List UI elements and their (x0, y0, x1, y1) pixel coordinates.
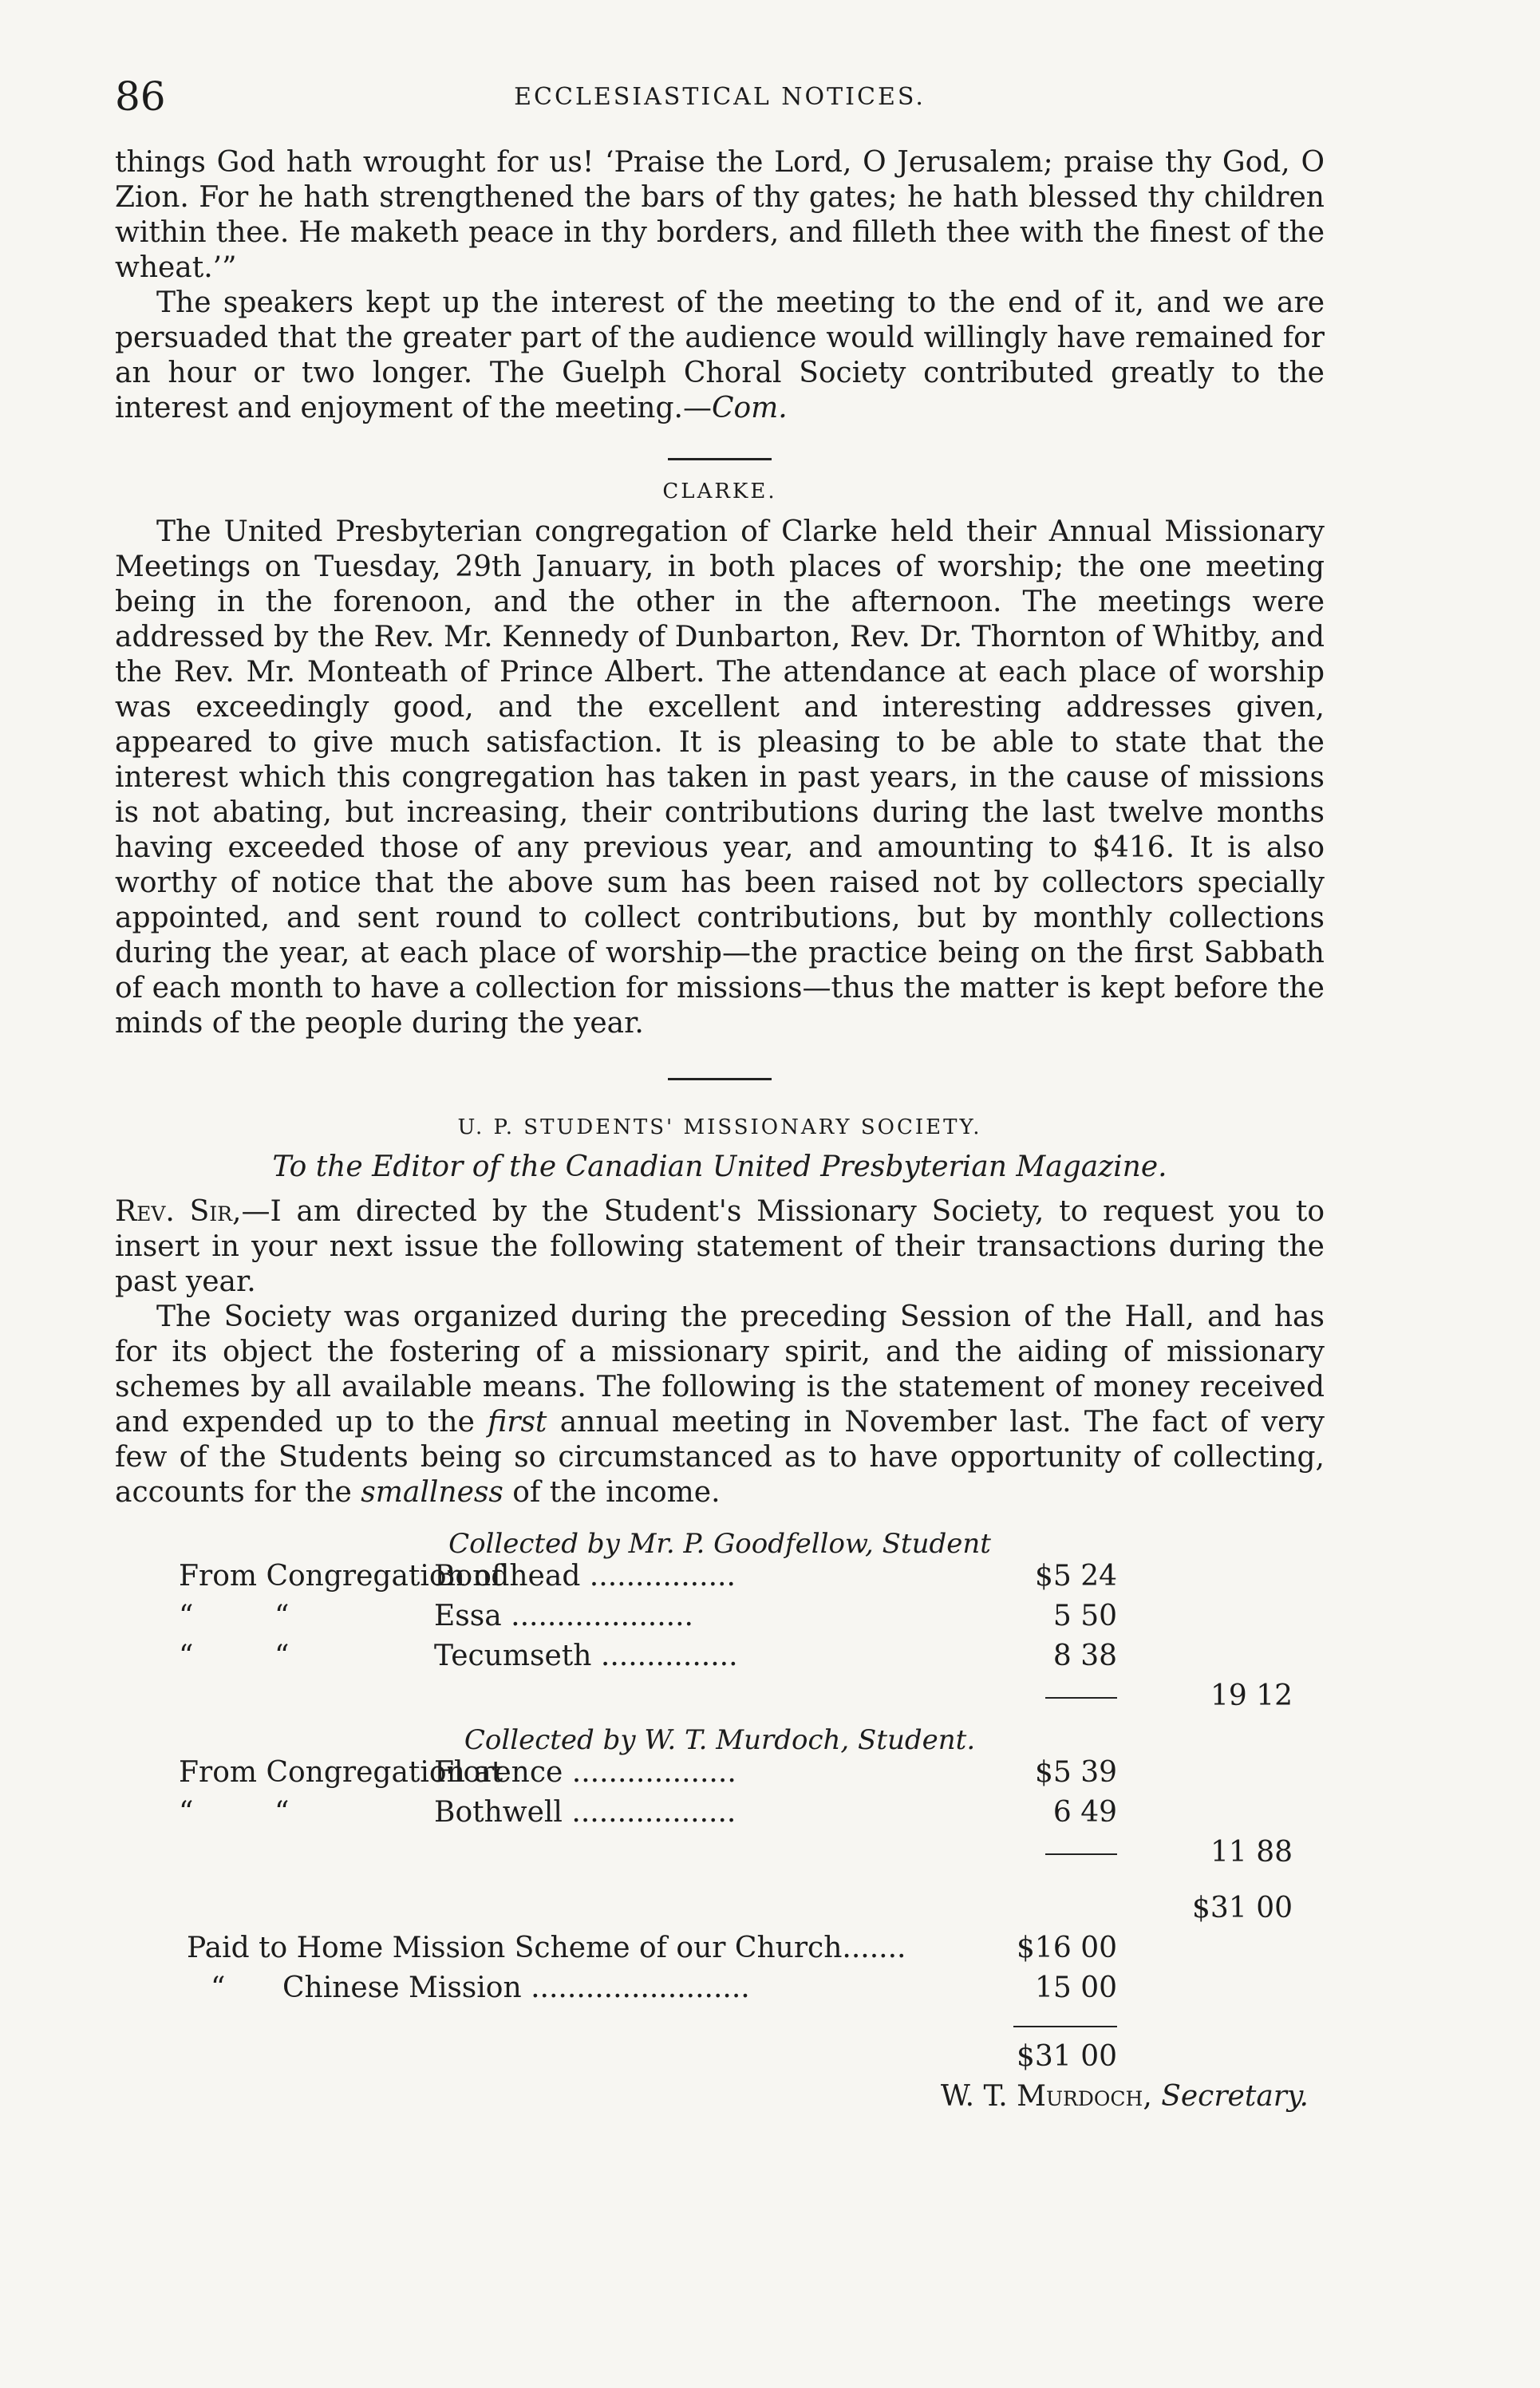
account-subtotal-row (115, 1836, 1325, 1876)
emphasis-first: first (488, 1406, 547, 1439)
society-heading: U. P. STUDENTS' MISSIONARY SOCIETY. (457, 1115, 982, 1139)
society-paragraph-1-text: —I am directed by the Student's Missionary Society, to request you to insert in your next issue the following statement of their transactions during the past year. (115, 1195, 1325, 1298)
ditto-mark: “ (274, 1796, 290, 1829)
salutation: Rev. Sir, (115, 1195, 242, 1228)
payment-total: $31 00 (1017, 2040, 1117, 2073)
grand-total-row (115, 1892, 1325, 1932)
emphasis-smallness: smallness (361, 1476, 503, 1509)
account-from-label: From Congregation at (179, 1756, 503, 1789)
account-row (115, 1560, 1325, 1600)
ditto-mark: “ (274, 1600, 290, 1632)
ditto-mark: “ (179, 1640, 194, 1672)
account-amount: $5 39 (1034, 1756, 1117, 1789)
section-divider (668, 1078, 772, 1080)
signature (115, 2080, 1325, 2113)
ditto-mark: “ (179, 1600, 194, 1632)
signature-title: Secretary. (1161, 2080, 1309, 2113)
sum-rule (1045, 1697, 1117, 1699)
ditto-mark: “ (274, 1640, 290, 1672)
account-place: Bondhead ................ (434, 1560, 736, 1593)
running-title: ECCLESIASTICAL NOTICES. (514, 83, 926, 111)
payment-rule-row (115, 2011, 1325, 2040)
society-paragraph-1 (115, 1194, 1325, 1300)
account-amount: $5 24 (1034, 1560, 1117, 1593)
account-subtotal: 11 88 (1210, 1836, 1293, 1869)
grand-total: $31 00 (1192, 1892, 1293, 1924)
clarke-heading: CLARKE. (662, 480, 777, 503)
society-address: To the Editor of the Canadian United Presbyterian Magazine. (272, 1151, 1167, 1183)
payment-label: Chinese Mission ........................ (282, 1972, 750, 2004)
payment-row (115, 1932, 1325, 1972)
society-paragraph-2-part-b: annual meeting in November last. The fact of very few of the Students being so circumstanced as to have opportunity of collecting, accounts for the (115, 1406, 1325, 1509)
page-header (115, 73, 1325, 121)
account-amount: 5 50 (1052, 1600, 1117, 1632)
signature-name: W. T. Murdoch, (940, 2080, 1152, 2113)
account-row (115, 1600, 1325, 1640)
intro-paragraph-2-text: The speakers kept up the interest of the meeting to the end of it, and we are persuaded that the greater part of the audience would willingly have remained for an hour or two longer. The Guelph Choral Society contributed greatly to the interest and enjoyment of the meeting.— (115, 286, 1325, 424)
page-number: 86 (115, 73, 166, 120)
payment-amount: 15 00 (1034, 1972, 1117, 2004)
account-subtotal-row (115, 1679, 1325, 1719)
page (115, 73, 1325, 2113)
payment-row (115, 1972, 1325, 2011)
account-place: Bothwell .................. (434, 1796, 736, 1829)
account-place: Essa .................... (434, 1600, 694, 1632)
payment-amount: $16 00 (1017, 1932, 1117, 1964)
account-caption-2: Collected by W. T. Murdoch, Student. (464, 1724, 976, 1756)
society-paragraph-2-part-a: The Society was organized during the preceding Session of the Hall, and has for its object the fostering of a missionary spirit, and the aiding of missionary schemes by all available means. The following is the statement of money received and expended up to the (115, 1301, 1325, 1439)
account-place: Florence .................. (434, 1756, 736, 1789)
intro-signature: Com. (711, 392, 788, 424)
payment-label: Paid to Home Mission Scheme of our Church....... (187, 1932, 906, 1964)
society-paragraph-2-part-c: of the income. (503, 1476, 721, 1509)
clarke-body: The United Presbyterian congregation of Clarke held their Annual Missionary Meetings on Tuesday, 29th January, in both places of worship; the one meeting being in the forenoon, and the other in the afternoon. The meetings were addressed by the Rev. Mr. Kennedy of Dunbarton, Rev. Dr. Thornton of Whitby, and the Rev. Mr. Monteath of Prince Albert. The attendance at each place of worship was exceedingly good, and the excellent and interesting addresses given, appeared to give much satisfaction. It is pleasing to be able to state that the interest which this congregation has taken in past years, in the cause of missions is not abating, but increasing, their contributions during the last twelve months having exceeded those of any previous year, and amounting to $416. It is also worthy of notice that the above sum has been raised not by collectors specially appointed, and sent round to collect contributions, but by monthly collections during the year, at each place of worship—the practice being on the first Sabbath of each month to have a collection for missions—thus the matter is kept before the minds of the people during the year. (115, 515, 1325, 1040)
sum-rule (1013, 2026, 1117, 2027)
ditto-mark: “ (179, 1796, 194, 1829)
payment-total-row (115, 2040, 1325, 2080)
intro-paragraph-2 (115, 286, 1325, 426)
account-row (115, 1756, 1325, 1796)
intro-paragraph-1: things God hath wrought for us! ‘Praise the Lord, O Jerusalem; praise thy God, O Zion. For he hath strengthened the bars of thy gates; he hath blessed thy children within thee. He maketh peace in thy borders, and filleth thee with the finest of the wheat.’” (115, 146, 1325, 284)
account-amount: 8 38 (1052, 1640, 1117, 1672)
account-amount: 6 49 (1052, 1796, 1117, 1829)
account-row (115, 1640, 1325, 1679)
account-row (115, 1796, 1325, 1836)
account-place: Tecumseth ............... (434, 1640, 738, 1672)
account-caption-1: Collected by Mr. P. Goodfellow, Student (448, 1528, 991, 1560)
account-subtotal: 19 12 (1210, 1679, 1293, 1712)
ditto-mark: “ (211, 1972, 226, 2004)
account-from-label: From Congregation of (179, 1560, 503, 1593)
section-divider (668, 458, 772, 460)
society-paragraph-2 (115, 1300, 1325, 1510)
sum-rule (1045, 1853, 1117, 1855)
